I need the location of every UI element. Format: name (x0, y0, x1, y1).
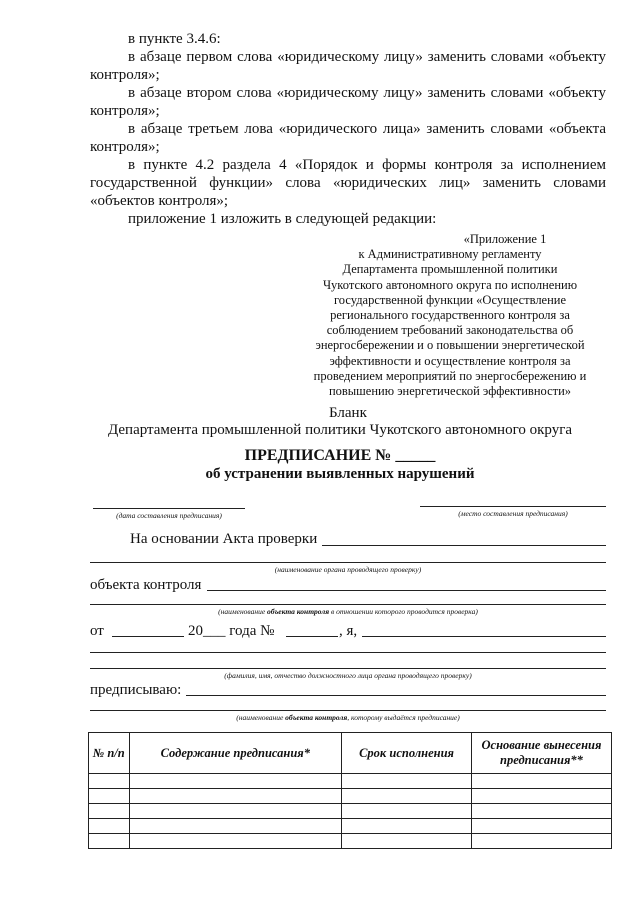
table-cell[interactable] (471, 789, 611, 804)
table-cell[interactable] (342, 789, 472, 804)
paragraph-p4-cont: контроля»; (90, 139, 160, 155)
paragraph-p5-cont1: государственной функции» слова «юридических лиц» заменить словами (90, 175, 606, 191)
basis-line[interactable] (322, 545, 606, 546)
from-date-line[interactable] (112, 636, 184, 637)
paragraph-p3: в абзаце втором слова «юридическому лицу» заменить словами «объекту (128, 85, 606, 101)
paragraph-p4: в абзаце третьем лова «юридического лица» заменить словами «объекта (128, 121, 606, 137)
place-line[interactable] (420, 506, 606, 507)
table-cell[interactable] (471, 804, 611, 819)
header-deadline: Срок исполнения (342, 733, 472, 774)
header-number: № п/п (89, 733, 130, 774)
object-label: объекта контроля (90, 577, 202, 593)
table-row (89, 834, 612, 849)
table-row (89, 804, 612, 819)
from-label: от (90, 623, 104, 639)
number-line[interactable] (286, 636, 338, 637)
table-cell[interactable] (471, 819, 611, 834)
table-row (89, 819, 612, 834)
prescribe-line[interactable] (186, 695, 606, 696)
appendix-heading (300, 232, 600, 399)
table-row (89, 774, 612, 789)
org-line[interactable] (90, 562, 606, 563)
paragraph-p5: в пункте 4.2 раздела 4 «Порядок и формы контроля за исполнением (128, 157, 606, 173)
table-row (89, 789, 612, 804)
table-cell[interactable] (89, 804, 130, 819)
blank-label: Бланк (329, 405, 367, 421)
table-cell[interactable] (129, 819, 342, 834)
header-basis: Основание вынесения предписания** (471, 733, 611, 774)
appendix-line-7: соблюдением требований законодательства об (326, 323, 574, 338)
place-caption: (место составления предписания) (458, 509, 568, 518)
table-cell[interactable] (342, 834, 472, 849)
appendix-line-2: к Административному регламенту (358, 247, 542, 262)
paragraph-p1: в пункте 3.4.6: (128, 31, 221, 47)
table-cell[interactable] (129, 774, 342, 789)
org-caption: (наименование органа проводящего проверку) (274, 565, 422, 574)
department-label: Департамента промышленной политики Чукотского автономного округа (107, 422, 573, 438)
table-cell[interactable] (342, 819, 472, 834)
official-line[interactable] (362, 636, 606, 637)
table-cell[interactable] (342, 774, 472, 789)
prescribe-label: предписываю: (90, 682, 182, 698)
appendix-line-4: Чукотского автономного округа по исполнению (322, 277, 578, 292)
appendix-line-6: регионального государственного контроля за (330, 308, 570, 323)
date-caption: (дата составления предписания) (116, 511, 222, 520)
table-cell[interactable] (342, 804, 472, 819)
object-line-2[interactable] (90, 604, 606, 605)
appendix-line-3: Департамента промышленной политики (342, 262, 558, 277)
appendix-line-10: проведением мероприятий по энергосбережению и (313, 368, 587, 383)
form-subtitle: об устранении выявленных нарушений (205, 466, 475, 482)
appendix-line-1: «Приложение 1 (463, 232, 547, 246)
table-cell[interactable] (129, 804, 342, 819)
paragraph-p3-cont: контроля»; (90, 103, 160, 119)
target-caption: (наименование объекта контроля, которому выдаётся предписание) (236, 713, 460, 722)
official-line-3[interactable] (90, 668, 606, 669)
paragraph-p5-cont2: «объектов контроля»; (90, 193, 229, 209)
fio-caption: (фамилия, имя, отчество должностного лица органа проводящего проверку) (224, 671, 472, 680)
table-header-row (89, 733, 612, 774)
paragraph-p2-cont: контроля»; (90, 67, 160, 83)
appendix-line-5: государственной функции «Осуществление (333, 292, 567, 307)
object-caption: (наименование объекта контроля в отношении которого проводится проверка) (218, 607, 478, 616)
object-line[interactable] (207, 590, 606, 591)
appendix-line-9: эффективности и осуществление контроля за (329, 353, 571, 368)
year-label: 20___ года № (188, 623, 275, 639)
table-cell[interactable] (129, 834, 342, 849)
table-cell[interactable] (89, 834, 130, 849)
table-cell[interactable] (89, 819, 130, 834)
table-cell[interactable] (89, 789, 130, 804)
date-line[interactable] (93, 508, 245, 509)
paragraph-p6: приложение 1 изложить в следующей редакции: (128, 211, 437, 227)
i-label: , я, (339, 623, 358, 639)
header-content: Содержание предписания* (129, 733, 342, 774)
target-line[interactable] (90, 710, 606, 711)
table-cell[interactable] (471, 774, 611, 789)
appendix-line-11: повышению энергетической эффективности» (328, 384, 572, 399)
paragraph-p2: в абзаце первом слова «юридическому лицу» заменить словами «объекту (128, 49, 606, 65)
appendix-line-8: энергосбережении и о повышении энергетической (315, 338, 585, 353)
official-line-2[interactable] (90, 652, 606, 653)
table-cell[interactable] (471, 834, 611, 849)
form-title: ПРЕДПИСАНИЕ № _____ (244, 447, 436, 464)
table-cell[interactable] (129, 789, 342, 804)
table-cell[interactable] (89, 774, 130, 789)
prescription-table (88, 732, 612, 849)
basis-label: На основании Акта проверки (130, 531, 318, 547)
